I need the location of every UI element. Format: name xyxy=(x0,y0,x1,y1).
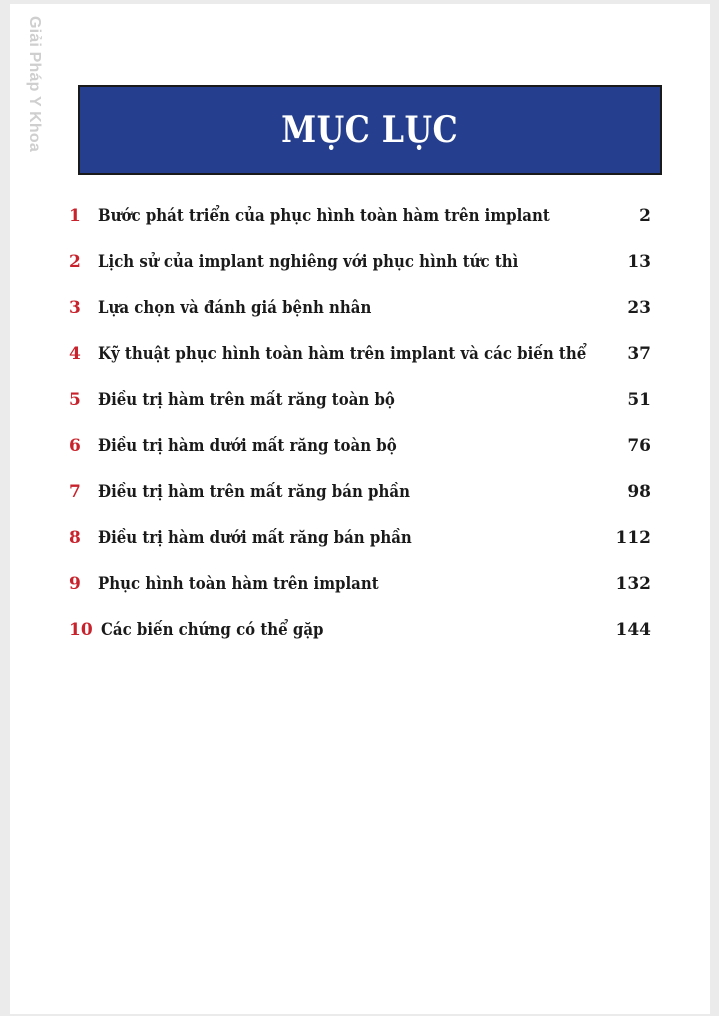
chapter-number: 2 xyxy=(69,252,81,272)
chapter-title: Điều trị hàm dưới mất răng bán phần xyxy=(98,528,412,548)
chapter-title: Điều trị hàm trên mất răng bán phần xyxy=(98,482,410,502)
table-of-contents xyxy=(68,196,651,656)
chapter-number: 10 xyxy=(69,620,93,640)
page-number: 144 xyxy=(615,620,651,640)
title-banner xyxy=(78,85,662,175)
toc-entry[interactable] xyxy=(68,610,651,656)
toc-entry[interactable] xyxy=(68,334,651,380)
toc-entry[interactable] xyxy=(68,472,651,518)
chapter-title: Các biến chứng có thể gặp xyxy=(101,620,324,640)
toc-entry[interactable] xyxy=(68,288,651,334)
chapter-number: 7 xyxy=(69,482,81,502)
page-number: 132 xyxy=(615,574,651,594)
chapter-title: Phục hình toàn hàm trên implant xyxy=(98,574,379,594)
chapter-title: Lịch sử của implant nghiêng với phục hình tức thì xyxy=(98,252,519,272)
chapter-number: 9 xyxy=(69,574,81,594)
page-number: 76 xyxy=(627,436,651,456)
toc-entry[interactable] xyxy=(68,564,651,610)
toc-entry[interactable] xyxy=(68,518,651,564)
chapter-number: 6 xyxy=(69,436,81,456)
toc-entry[interactable] xyxy=(68,426,651,472)
chapter-number: 4 xyxy=(69,344,81,364)
chapter-number: 5 xyxy=(69,390,81,410)
chapter-number: 1 xyxy=(69,206,81,226)
page-number: 98 xyxy=(627,482,651,502)
page-number: 23 xyxy=(627,298,651,318)
page-number: 112 xyxy=(615,528,651,548)
chapter-number: 3 xyxy=(69,298,81,318)
chapter-title: Bước phát triển của phục hình toàn hàm trên implant xyxy=(98,206,550,226)
toc-entry[interactable] xyxy=(68,242,651,288)
watermark-text: Giải Pháp Y Khoa xyxy=(26,16,43,152)
chapter-number: 8 xyxy=(69,528,81,548)
page-number: 51 xyxy=(627,390,651,410)
toc-entry[interactable] xyxy=(68,196,651,242)
chapter-title: Kỹ thuật phục hình toàn hàm trên implant và các biến thể xyxy=(98,344,587,364)
page-number: 13 xyxy=(627,252,651,272)
page-number: 37 xyxy=(627,344,651,364)
toc-entry[interactable] xyxy=(68,380,651,426)
chapter-title: Lựa chọn và đánh giá bệnh nhân xyxy=(98,298,372,318)
chapter-title: Điều trị hàm trên mất răng toàn bộ xyxy=(98,390,395,410)
chapter-title: Điều trị hàm dưới mất răng toàn bộ xyxy=(98,436,397,456)
page-number: 2 xyxy=(639,206,651,226)
page-title: MỤC LỤC xyxy=(281,109,459,151)
